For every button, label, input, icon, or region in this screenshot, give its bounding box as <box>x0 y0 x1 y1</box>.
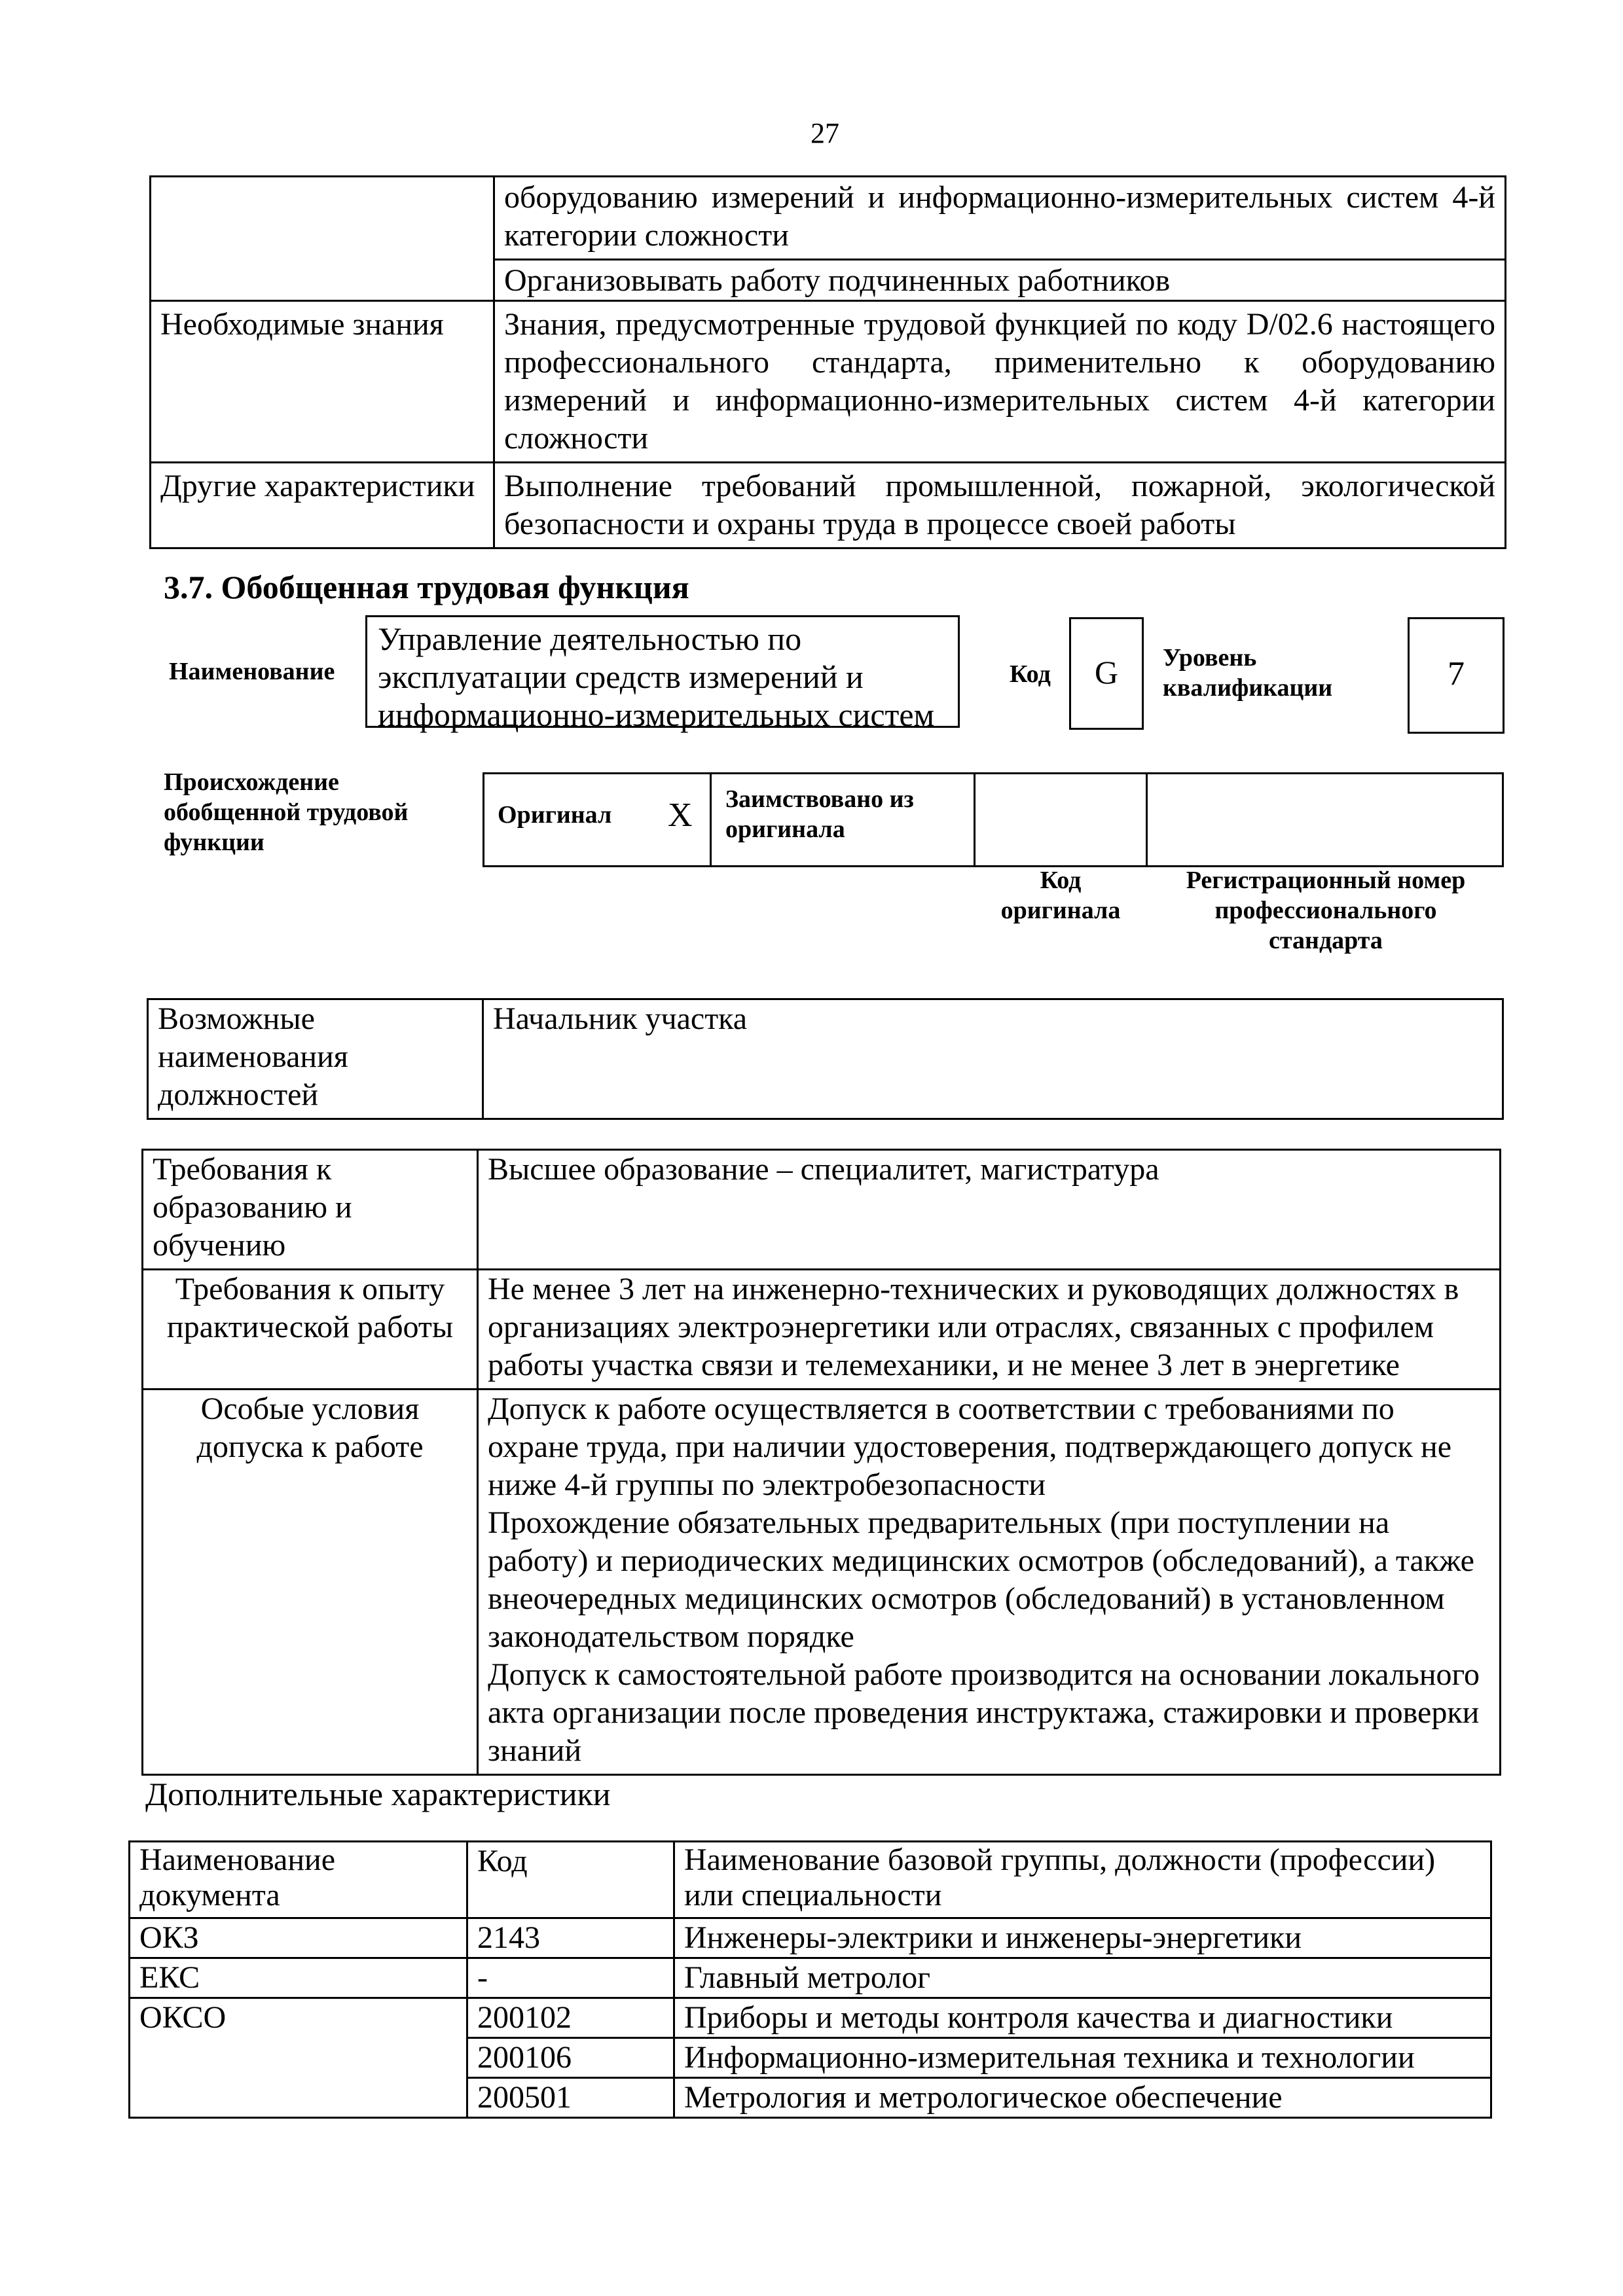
code-value-box <box>1069 617 1144 730</box>
additional-title: Дополнительные характеристики <box>145 1776 611 1812</box>
level-value-box <box>1408 617 1504 734</box>
name-value: Управление деятельностью по эксплуатации средств измерений и информационно-измерительных систем <box>378 620 935 733</box>
req-special-line-3: Допуск к самостоятельной работе производится на основании локального акта организации после проведения инструктажа, стажировки и проверки знаний <box>488 1657 1480 1768</box>
additional-row-3-name: Приборы и методы контроля качества и диагностики <box>674 1998 1491 2038</box>
code-original-caption: Код оригинала <box>1000 867 1121 924</box>
additional-row-3-code: 200102 <box>467 1998 674 2038</box>
req-special-value <box>478 1390 1501 1775</box>
requirements-table <box>141 1149 1501 1776</box>
origin-label: Происхождение обобщенной трудовой функции <box>164 768 409 856</box>
code-label: Код <box>1010 660 1051 688</box>
section-title: 3.7. Обобщенная трудовая функция <box>164 569 689 605</box>
knowledge-label: Необходимые знания <box>151 301 494 463</box>
top-table <box>149 175 1506 549</box>
additional-row-1-code: 2143 <box>467 1918 674 1958</box>
page-number: 27 <box>811 117 839 149</box>
additional-row-2-name: Главный метролог <box>674 1958 1491 1998</box>
additional-row-1-name: Инженеры-электрики и инженеры-энергетики <box>674 1918 1491 1958</box>
original-mark: X <box>668 797 693 834</box>
req-education-label: Требования к образованию и обучению <box>143 1150 478 1270</box>
other-label: Другие характеристики <box>151 463 494 548</box>
top-table-empty-cell <box>151 177 494 301</box>
additional-row-2-code: - <box>467 1958 674 1998</box>
reg-number-caption: Регистрационный номер профессионального стандарта <box>1186 867 1466 954</box>
top-table-row1-text: оборудованию измерений и информационно-измерительных систем 4-й категории сложности <box>494 177 1506 260</box>
req-education-value: Высшее образование – специалитет, магистратура <box>478 1150 1501 1270</box>
additional-row-5-name: Метрология и метрологическое обеспечение <box>674 2078 1491 2118</box>
name-label: Наименование <box>169 658 335 685</box>
additional-row-4-code: 200106 <box>467 2038 674 2078</box>
positions-table <box>147 998 1504 1120</box>
other-text: Выполнение требований промышленной, пожарной, экологической безопасности и охраны труда в процессе своей работы <box>494 463 1506 548</box>
code-value: G <box>1094 654 1119 691</box>
positions-label: Возможные наименования должностей <box>148 999 483 1119</box>
req-experience-value: Не менее 3 лет на инженерно-технических и руководящих должностях в организациях электроэнергетики или отраслях, связанных с профилем работы участка связи и телемеханики, и не менее 3 лет в энергетике <box>478 1270 1501 1390</box>
additional-row-4-name: Информационно-измерительная техника и технологии <box>674 2038 1491 2078</box>
positions-value: Начальник участка <box>483 999 1503 1119</box>
knowledge-text: Знания, предусмотренные трудовой функцией по коду D/02.6 настоящего профессионального стандарта, применительно к оборудованию измерений и информационно-измерительных систем 4-й категории сложности <box>494 301 1506 463</box>
origin-row <box>483 772 1504 867</box>
original-label: Оригинал <box>498 801 612 829</box>
additional-table <box>128 1840 1492 2119</box>
top-table-row2-text: Организовывать работу подчиненных работников <box>494 260 1506 301</box>
borrowed-label: Заимствовано из оригинала <box>725 785 914 843</box>
name-value-box <box>365 615 960 733</box>
additional-row-2-doc: ЕКС <box>130 1958 467 1998</box>
level-label: Уровень квалификации <box>1163 644 1333 702</box>
additional-header-code: Код <box>467 1842 674 1918</box>
additional-header-doc: Наименование документа <box>130 1842 467 1918</box>
req-special-line-2: Прохождение обязательных предварительных (при поступлении на работу) и периодических медицинских осмотров (обследований), а также внеочередных медицинских осмотров (обследований) в установленном законодательством порядке <box>488 1505 1474 1654</box>
req-special-label: Особые условия допуска к работе <box>143 1390 478 1775</box>
level-value: 7 <box>1448 655 1465 692</box>
additional-row-3-doc: ОКСО <box>130 1998 467 2118</box>
additional-row-5-code: 200501 <box>467 2078 674 2118</box>
req-special-line-1: Допуск к работе осуществляется в соответствии с требованиями по охране труда, при наличии удостоверения, подтверждающего допуск не ниже 4-й группы по электробезопасности <box>488 1391 1451 1502</box>
additional-row-1-doc: ОКЗ <box>130 1918 467 1958</box>
additional-header-name: Наименование базовой группы, должности (профессии) или специальности <box>674 1842 1491 1918</box>
req-experience-label: Требования к опыту практической работы <box>143 1270 478 1390</box>
